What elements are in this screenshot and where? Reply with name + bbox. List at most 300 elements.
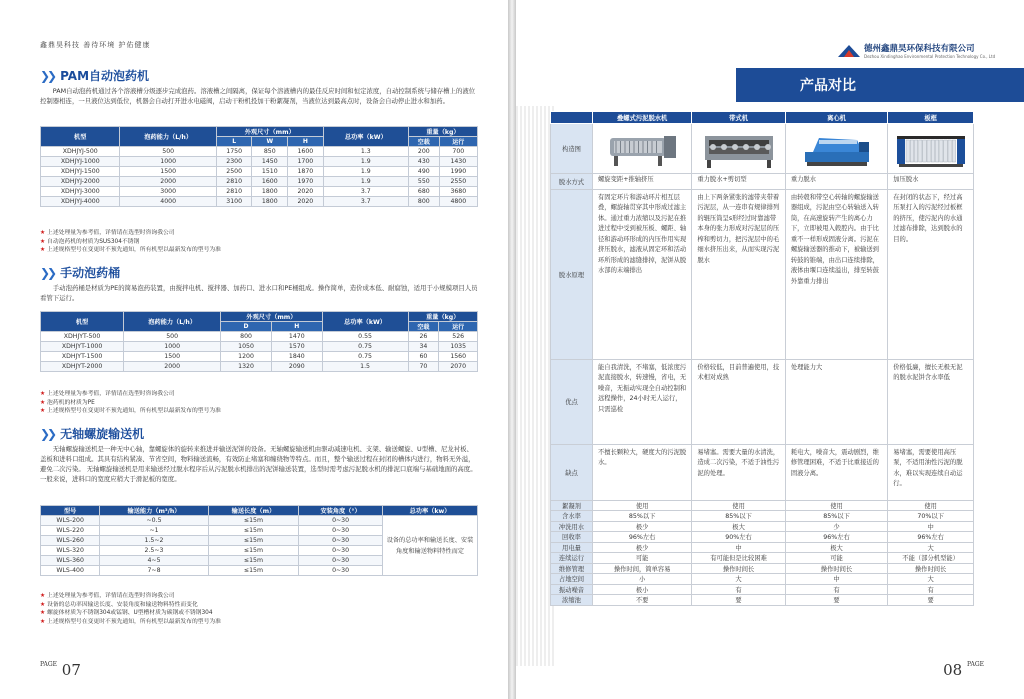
table-row — [41, 352, 478, 362]
table-row — [551, 542, 974, 553]
table-cell: 1870 — [288, 167, 324, 177]
table-cell: 3100 — [216, 197, 252, 207]
table-cell: 0~30 — [299, 566, 383, 576]
header-cell: 总功率（kW） — [323, 127, 408, 147]
table-cell: 要 — [692, 595, 785, 606]
section-title-text: PAM自动泡药机 — [60, 69, 150, 83]
row-label: 连续运行 — [551, 553, 593, 564]
header-cell: 外观尺寸（mm） — [221, 312, 322, 322]
table-cell: WLS-200 — [41, 516, 100, 526]
table-cell: 小 — [593, 574, 692, 585]
table-cell: XDHJYT-2000 — [41, 362, 124, 372]
note-item — [40, 390, 221, 399]
table-cell: 96%左右 — [888, 532, 974, 543]
table-cell: 操作时间长 — [692, 563, 785, 574]
table-cell: 加压脱水 — [888, 174, 974, 190]
table-cell: 有可能但是比较困难 — [692, 553, 785, 564]
table-cell: 有 — [785, 584, 887, 595]
table-cell: 0~30 — [299, 526, 383, 536]
table-cell: 1500 — [120, 167, 216, 177]
table-cell: 2090 — [271, 362, 322, 372]
table-cell: 大 — [888, 574, 974, 585]
table-cell: 1800 — [252, 197, 288, 207]
table-cell: 4~5 — [100, 556, 209, 566]
table-row — [551, 553, 974, 564]
page-number: 08 — [943, 661, 963, 679]
header-cell: 型号 — [41, 506, 100, 516]
table-cell: 1035 — [439, 342, 478, 352]
power-note-cell: 设备的总功率和输送长度、安装角度和输送物料特性而定 — [383, 516, 478, 576]
table-cell: XDHJYJ-3000 — [41, 187, 120, 197]
table-cell: 操作时间长 — [785, 563, 887, 574]
table-cell: 1750 — [216, 147, 252, 157]
section-title-pam — [40, 67, 149, 84]
manual-spec-table — [40, 311, 478, 372]
row-label: 回收率 — [551, 532, 593, 543]
slogan: 鑫鼎昊科技 善待环境 护佑健康 — [40, 41, 151, 49]
logo-mark-icon — [838, 44, 860, 58]
table-cell: 不要 — [593, 595, 692, 606]
section-title-manual — [40, 264, 120, 281]
table-cell: ~0.5 — [100, 516, 209, 526]
table-cell: ≤15m — [208, 516, 298, 526]
note-text: 螺旋体材质为不锈钢304或锰钢、U型槽材质为碳钢或不锈钢304 — [47, 610, 213, 616]
header-corner — [551, 112, 593, 124]
row-label: 脱水方式 — [551, 174, 593, 190]
double-chevron-icon: ❯❯ — [40, 68, 55, 83]
table-cell: ≤15m — [208, 536, 298, 546]
centrifuge-image — [799, 128, 875, 170]
table-cell: 96%左右 — [785, 532, 887, 543]
star-icon: ★ — [40, 238, 48, 245]
table-cell: 1430 — [439, 157, 477, 167]
table-cell: 2000 — [124, 362, 221, 372]
table-cell: 700 — [439, 147, 477, 157]
table-row — [41, 312, 478, 322]
table-cell: 0.75 — [322, 352, 408, 362]
table-cell: 70 — [408, 362, 439, 372]
table-row — [551, 595, 974, 606]
subheader-cell: 运行 — [439, 322, 478, 332]
table-cell: 2000 — [120, 177, 216, 187]
table-cell: 价格低廉，擅长无极无泥的脱水泥饼含水率低 — [888, 359, 974, 444]
table-cell: 3000 — [120, 187, 216, 197]
table-cell: 使用 — [692, 500, 785, 511]
table-cell: WLS-220 — [41, 526, 100, 536]
table-cell: 1.9 — [323, 177, 408, 187]
header-cell: 输送能力（m³/h） — [100, 506, 209, 516]
table-row — [551, 521, 974, 532]
note-text: 上述规格型号在变更时不预先通知，所有机型以最新发布的型号为准 — [47, 247, 221, 253]
table-row — [41, 362, 478, 372]
note-text: 上述规格型号在变更时不预先通知，所有机型以最新发布的型号为准 — [47, 618, 221, 625]
page-number-right — [943, 661, 984, 679]
banner-title: 产品对比 — [800, 78, 856, 94]
star-icon: ★ — [40, 593, 48, 599]
table-row — [41, 127, 478, 137]
table-cell: 85%以下 — [593, 511, 692, 522]
table-cell: 430 — [408, 157, 439, 167]
table-cell: 易堵塞。需要大量的水清洗，造成二次污染，不适于油性污泥的处理。 — [692, 444, 785, 500]
header-cell: 泡药能力（L/h） — [124, 312, 221, 332]
table-cell: 96%左右 — [593, 532, 692, 543]
star-icon: ★ — [40, 391, 48, 397]
product-compare-banner — [736, 68, 1024, 102]
table-cell: 500 — [124, 332, 221, 342]
table-cell: 1600 — [252, 177, 288, 187]
machine-image-cell — [593, 124, 692, 174]
table-cell: 0~30 — [299, 546, 383, 556]
table-cell: 3680 — [439, 187, 477, 197]
row-label: 浓缩池 — [551, 595, 593, 606]
table-row — [41, 177, 478, 187]
table-row — [41, 516, 478, 526]
table-cell: 价格较低，目前普遍使用，技术相对成熟 — [692, 359, 785, 444]
note-item — [40, 609, 221, 618]
table-cell: 可能 — [593, 553, 692, 564]
table-cell: XDHJYT-1000 — [41, 342, 124, 352]
table-cell: 极少 — [593, 542, 692, 553]
table-cell: 526 — [439, 332, 478, 342]
machine-image-cell — [692, 124, 785, 174]
table-cell: 大 — [888, 542, 974, 553]
table-cell: 有 — [888, 584, 974, 595]
table-cell: 由上下两条紧张的滤带夹带着污泥层，从一连串有规律排列的辊压筒呈s形经过时靠滤带本身的张力形成对污泥层的压榨和剪切力，把污泥层中的毛细水挤压出来，从而实现污泥脱水 — [692, 189, 785, 359]
table-cell: 0.75 — [322, 342, 408, 352]
table-cell: 在封闭的状态下，经过高压泵打入的污泥经过板框的挤压，使污泥内的水通过滤布排除，达到脱水的目的。 — [888, 189, 974, 359]
subheader-cell: H — [271, 322, 322, 332]
subheader-cell: 空载 — [408, 322, 439, 332]
header-cell: 机型 — [41, 312, 124, 332]
shaftless-spec-table — [40, 505, 478, 576]
table-cell: 使用 — [888, 500, 974, 511]
subheader-cell: 空载 — [408, 137, 439, 147]
row-label: 维修管理 — [551, 563, 593, 574]
table-cell: 0~30 — [299, 556, 383, 566]
table-cell: ≤15m — [208, 526, 298, 536]
table-cell: 1000 — [120, 157, 216, 167]
note-text: 泡药机的材质为PE — [47, 399, 95, 406]
table-cell: 重力脱水+剪切型 — [692, 174, 785, 190]
table-cell: XDHJYJ-1000 — [41, 157, 120, 167]
note-text: 上述处理量为参考值，详情请在选型时咨询我公司 — [47, 593, 175, 599]
table-cell: XDHJYJ-2000 — [41, 177, 120, 187]
note-item — [40, 592, 221, 601]
table-row — [551, 444, 974, 500]
table-cell: 不擅长颗粒大，硬度大的污泥脱水。 — [593, 444, 692, 500]
table-cell: WLS-320 — [41, 546, 100, 556]
subheader-cell: L — [216, 137, 252, 147]
table-cell: 500 — [120, 147, 216, 157]
table-cell: 4800 — [439, 197, 477, 207]
star-icon: ★ — [40, 618, 48, 625]
table-cell: 2070 — [439, 362, 478, 372]
table-row — [41, 157, 478, 167]
table-cell: 800 — [221, 332, 272, 342]
section-title-text: 手动泡药桶 — [60, 266, 121, 280]
row-label: 絮凝剂 — [551, 500, 593, 511]
table-cell: 60 — [408, 352, 439, 362]
header-cell: 板框 — [888, 112, 974, 124]
table-cell: 1500 — [124, 352, 221, 362]
table-cell: 1200 — [221, 352, 272, 362]
table-cell: 1.9 — [323, 157, 408, 167]
table-cell: 1000 — [124, 342, 221, 352]
table-cell: 由转毂和带空心转轴的螺旋输送器组成，污泥由空心转轴送入转筒，在高速旋转产生的离心力下，立即被甩入毂腔内。由于比重不一样形成固液分离。污泥在螺旋输送器的推动下，被输送到转鼓的锥端，由出口连续排除，液体由堰口连续溢出，排至转鼓外靠重力排出 — [785, 189, 887, 359]
table-cell: 处理能力大 — [785, 359, 887, 444]
header-cell: 叠螺式污泥脱水机 — [593, 112, 692, 124]
table-cell: 1510 — [252, 167, 288, 177]
table-cell: 3.7 — [323, 197, 408, 207]
table-row — [551, 500, 974, 511]
table-row — [551, 124, 974, 174]
page-number: 07 — [61, 661, 81, 679]
table-cell: ~1 — [100, 526, 209, 536]
header-cell: 离心机 — [785, 112, 887, 124]
row-label: 优点 — [551, 359, 593, 444]
table-cell: 1840 — [271, 352, 322, 362]
table-cell: 要 — [785, 595, 887, 606]
table-cell: 2500 — [216, 167, 252, 177]
table-cell: XDHJYJ-1500 — [41, 167, 120, 177]
row-label: 振动噪音 — [551, 584, 593, 595]
table-cell: 1450 — [252, 157, 288, 167]
company-name-en: Dezhou Xindinghao Environmental Protection Technology Co., Ltd — [864, 54, 996, 59]
table-cell: 34 — [408, 342, 439, 352]
table-cell: WLS-360 — [41, 556, 100, 566]
table-cell: 26 — [408, 332, 439, 342]
header-cell: 机型 — [41, 127, 120, 147]
note-text: 上述处理量为参考值，详情请在选型时咨询我公司 — [47, 391, 175, 397]
table-cell: ≤15m — [208, 566, 298, 576]
page-label: PAGE — [40, 661, 57, 668]
table-cell: 耗电大，噪音大，震动剧烈，维修管理困难，不适于比重接近的固液分离。 — [785, 444, 887, 500]
note-item — [40, 229, 221, 238]
table-cell: 极大 — [692, 521, 785, 532]
machine-image-cell — [888, 124, 974, 174]
table-cell: 重力脱水 — [785, 174, 887, 190]
table-cell: ≤15m — [208, 546, 298, 556]
filter-press-image — [893, 128, 969, 170]
table-cell: 2550 — [439, 177, 477, 187]
belt-press-image — [701, 128, 777, 170]
table-cell: 85%以下 — [692, 511, 785, 522]
table-row — [551, 584, 974, 595]
row-label: 缺点 — [551, 444, 593, 500]
pam-notes — [40, 229, 221, 255]
table-cell: 中 — [692, 542, 785, 553]
page-label: PAGE — [967, 661, 984, 668]
screw-press-image — [604, 128, 680, 170]
note-item — [40, 238, 221, 247]
table-cell: 可能 — [785, 553, 887, 564]
book-spine — [508, 0, 516, 699]
table-cell: WLS-260 — [41, 536, 100, 546]
table-cell: 2300 — [216, 157, 252, 167]
note-text: 上述规格型号在变更时不预先通知，所有机型以最新发布的型号为准 — [47, 408, 221, 414]
table-cell: 2810 — [216, 187, 252, 197]
table-row — [551, 511, 974, 522]
table-cell: WLS-400 — [41, 566, 100, 576]
table-cell: 2020 — [288, 187, 324, 197]
table-cell: ≤15m — [208, 556, 298, 566]
row-label: 用电量 — [551, 542, 593, 553]
table-cell: 中 — [888, 521, 974, 532]
star-icon: ★ — [40, 601, 48, 608]
table-cell: 800 — [408, 197, 439, 207]
table-cell: 中 — [785, 574, 887, 585]
table-cell: 90%左右 — [692, 532, 785, 543]
table-cell: 1320 — [221, 362, 272, 372]
header-cell: 重量（kg） — [408, 312, 478, 322]
header-cell: 带式机 — [692, 112, 785, 124]
note-item — [40, 399, 221, 408]
shaftless-description: 无轴螺旋输送机是一种无中心轴，靠螺旋体的旋转来推进并输送泥饼的设备。无轴螺旋输送机由驱动减速电机、支架、输送螺旋、U型槽、尼龙衬板、盖板和进料口组成。其具有结构紧凑、节省空间，物料输送流畅，有效防止堵塞和缠绕物等特点。而且，整个输送过程在封闭的槽体内进行，物料无外溢，避免二次污染。 无轴螺旋输送机是用来输送经过脱水程序后从污泥脱水机排出的泥饼输送装置，选型时需考虑污泥脱水机的排泥口底端与基础地面的高度。一般来说，进料口的宽度应稍大于滑泥板的宽度。 — [40, 445, 477, 483]
table-row — [551, 189, 974, 359]
manual-notes — [40, 390, 221, 416]
star-icon: ★ — [40, 610, 48, 616]
note-item — [40, 601, 221, 610]
note-item — [40, 407, 221, 416]
table-cell: XDHJYT-1500 — [41, 352, 124, 362]
header-cell: 重量（kg） — [408, 127, 477, 137]
note-text: 自动泡药机的材质为SUS304不锈钢 — [47, 238, 140, 245]
table-cell: 易堵塞，需要使用高压泵，不适用油性污泥的脱水，难以实现连续自动运行。 — [888, 444, 974, 500]
table-row — [41, 167, 478, 177]
subheader-cell: H — [288, 137, 324, 147]
table-cell: 0~30 — [299, 536, 383, 546]
machine-image-cell — [785, 124, 887, 174]
company-logo — [838, 42, 995, 59]
row-label: 构造图 — [551, 124, 593, 174]
table-cell: 1560 — [439, 352, 478, 362]
company-name-cn: 德州鑫鼎昊环保科技有限公司 — [864, 44, 975, 54]
table-cell: 1.5 — [322, 362, 408, 372]
row-label: 脱水原理 — [551, 189, 593, 359]
star-icon: ★ — [40, 247, 48, 253]
table-cell: 2020 — [288, 197, 324, 207]
section-title-text: 无轴螺旋输送机 — [60, 427, 145, 441]
row-label: 含水率 — [551, 511, 593, 522]
header-cell: 安装角度（°） — [299, 506, 383, 516]
header-cell: 总功率（kW） — [322, 312, 408, 332]
table-cell: 1470 — [271, 332, 322, 342]
comparison-table — [550, 111, 974, 606]
table-cell: 850 — [252, 147, 288, 157]
page-number-left — [40, 661, 81, 679]
table-row — [41, 147, 478, 157]
left-page — [0, 0, 508, 699]
double-chevron-icon: ❯❯ — [40, 426, 55, 441]
table-cell: 0~30 — [299, 516, 383, 526]
table-cell: 操作时间，简单容易 — [593, 563, 692, 574]
right-page — [516, 0, 1024, 699]
table-row — [551, 112, 974, 124]
table-cell: 1050 — [221, 342, 272, 352]
table-cell: 550 — [408, 177, 439, 187]
table-row — [551, 563, 974, 574]
table-cell: 2810 — [216, 177, 252, 187]
table-cell: 操作时间长 — [888, 563, 974, 574]
table-cell: 4000 — [120, 197, 216, 207]
note-text: 设备的总功率因输送长度、安装角度和输送物料特性而变化 — [47, 601, 198, 608]
table-cell: 1800 — [252, 187, 288, 197]
table-cell: 200 — [408, 147, 439, 157]
table-row — [551, 359, 974, 444]
table-cell: 1.3 — [323, 147, 408, 157]
table-row — [41, 332, 478, 342]
header-cell: 泡药能力（L/h） — [120, 127, 216, 147]
row-label: 冲洗用水 — [551, 521, 593, 532]
table-cell: XDHJYT-500 — [41, 332, 124, 342]
table-cell: 680 — [408, 187, 439, 197]
table-cell: 1.9 — [323, 167, 408, 177]
table-cell: 有固定环片和游动环片相互层叠，螺旋轴贯穿其中形成过滤主体。通过重力浓缩以及污泥在推进过程中受到被压板、螺距、轴径和游动环形成的内压作用实现挤压脱水，滤液从固定环和活动环所形成的滤缝排掉，泥饼从脱水部的末端排出 — [593, 189, 692, 359]
star-icon: ★ — [40, 399, 48, 406]
table-cell: 7~8 — [100, 566, 209, 576]
table-cell: 85%以下 — [785, 511, 887, 522]
table-cell: 2.5~3 — [100, 546, 209, 556]
table-cell: 能自我清洗，不堵塞，低浓度污泥直接脱水，转速慢，省电，无噪音，无振动实现全自动控制和远程操作，24小时无人运行，只需巡检 — [593, 359, 692, 444]
table-row — [551, 574, 974, 585]
table-cell: 使用 — [593, 500, 692, 511]
table-row — [41, 187, 478, 197]
note-item — [40, 618, 221, 627]
table-row — [41, 506, 478, 516]
table-cell: 大 — [692, 574, 785, 585]
note-text: 上述处理量为参考值，详情请在选型时咨询我公司 — [47, 230, 175, 236]
star-icon: ★ — [40, 230, 48, 236]
table-cell: 490 — [408, 167, 439, 177]
table-cell: 螺旋变距+推轴挤压 — [593, 174, 692, 190]
table-cell: XDHJYJ-4000 — [41, 197, 120, 207]
table-cell: 1570 — [271, 342, 322, 352]
table-cell: 要 — [888, 595, 974, 606]
table-cell: 0.55 — [322, 332, 408, 342]
table-cell: 1970 — [288, 177, 324, 187]
row-label: 占地空间 — [551, 574, 593, 585]
table-row — [41, 197, 478, 207]
table-cell: 极少 — [593, 521, 692, 532]
table-cell: XDHJYJ-500 — [41, 147, 120, 157]
table-cell: 不能（部分机型能） — [888, 553, 974, 564]
table-cell: 1600 — [288, 147, 324, 157]
table-cell: 极大 — [785, 542, 887, 553]
table-cell: 少 — [785, 521, 887, 532]
table-cell: 使用 — [785, 500, 887, 511]
table-cell: 1700 — [288, 157, 324, 167]
star-icon: ★ — [40, 408, 48, 414]
table-cell: 极小 — [593, 584, 692, 595]
subheader-cell: W — [252, 137, 288, 147]
subheader-cell: 运行 — [439, 137, 477, 147]
table-cell: 70%以下 — [888, 511, 974, 522]
table-row — [41, 342, 478, 352]
pam-spec-table — [40, 126, 478, 207]
header-cell: 总功率（kw） — [383, 506, 478, 516]
double-chevron-icon: ❯❯ — [40, 265, 55, 280]
shaftless-notes — [40, 592, 221, 626]
table-row — [551, 532, 974, 543]
manual-description: 手动泡药桶是材质为PE的简易泡药装置，由搅拌电机、搅拌器、加药口、进水口和PE桶组成。操作简单，造价成本低、耐腐蚀，适用于小规模项目人员看管下运行。 — [40, 284, 478, 302]
header-cell: 外观尺寸（mm） — [216, 127, 323, 137]
subheader-cell: D — [221, 322, 272, 332]
section-title-shaftless — [40, 425, 144, 442]
table-cell: 3.7 — [323, 187, 408, 197]
note-item — [40, 246, 221, 255]
header-cell: 输送长度（m） — [208, 506, 298, 516]
table-cell: 1.5~2 — [100, 536, 209, 546]
